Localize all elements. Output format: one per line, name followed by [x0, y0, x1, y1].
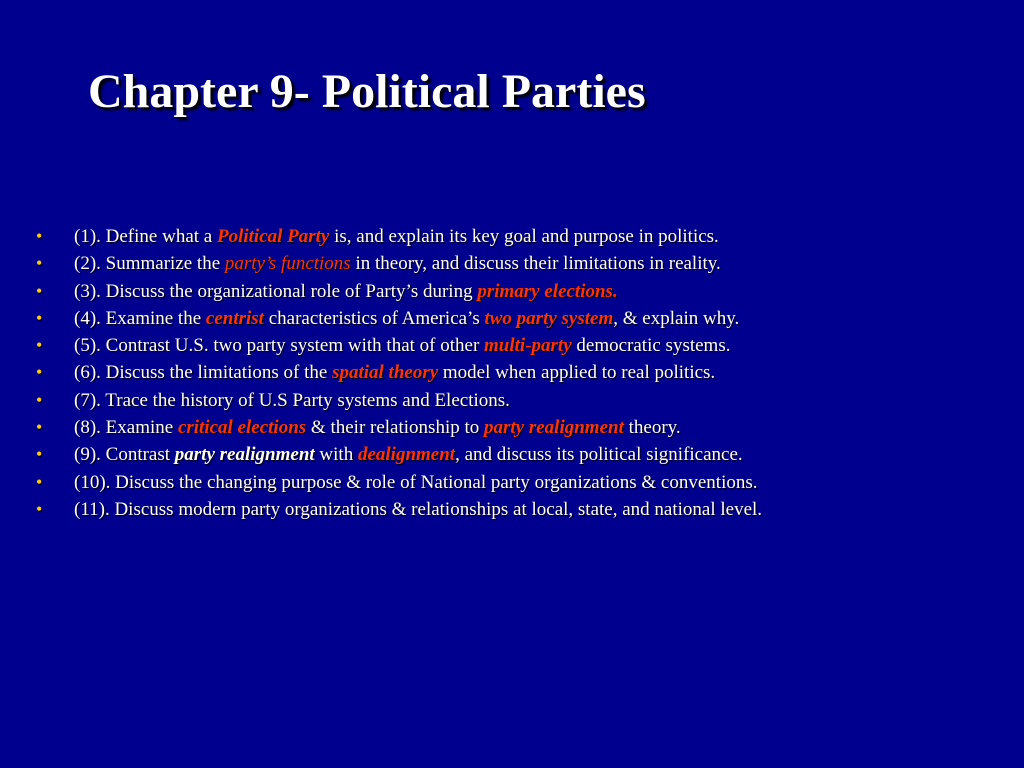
objective-text: (9). Contrast — [74, 444, 175, 466]
emphasized-term: . — [612, 280, 618, 302]
emphasized-term: party’s functions — [224, 253, 351, 275]
bullet-icon: • — [36, 471, 43, 492]
emphasized-term: centrist — [205, 307, 264, 329]
emphasized-term: dealignment — [357, 444, 456, 466]
objective-item — [36, 223, 1011, 250]
bullet-icon: • — [36, 226, 43, 246]
bullet-icon: • — [36, 335, 43, 356]
objectives-list — [36, 223, 1011, 523]
emphasized-term: party realignment — [484, 417, 624, 439]
bullet-icon: • — [36, 417, 43, 438]
objective-text: (3). Discuss the organizational role of Party’s during — [74, 280, 478, 302]
objective-item — [36, 250, 1011, 277]
objective-text: in theory, and discuss their limitations in reality. — [350, 253, 721, 275]
objective-text: (8). Examine — [74, 417, 178, 439]
emphasized-term: party realignment — [174, 444, 315, 466]
bullet-icon: • — [36, 362, 43, 383]
objective-text: (10). Discuss the changing purpose & role of National party organizations & conventions. — [74, 471, 758, 493]
objective-text: theory. — [623, 417, 681, 439]
objective-text: is, and explain its key goal and purpose in politics. — [329, 226, 719, 247]
bullet-icon: • — [36, 444, 43, 465]
emphasized-term: two party system — [484, 307, 614, 329]
objective-item — [36, 332, 1011, 359]
objective-text: , & explain why. — [613, 307, 740, 329]
bullet-icon: • — [36, 253, 43, 274]
objective-text: democratic systems. — [571, 335, 731, 357]
emphasized-term: spatial theory — [332, 362, 439, 384]
objective-item — [36, 387, 1011, 414]
objective-text: , and discuss its political significance. — [455, 444, 743, 466]
objective-text: (2). Summarize the — [74, 253, 225, 275]
bullet-icon: • — [36, 307, 43, 328]
objective-item — [36, 496, 1011, 523]
objective-item — [36, 305, 1011, 332]
objective-text: (6). Discuss the limitations of the — [74, 362, 333, 384]
objective-text: (5). Contrast U.S. two party system with that of other — [74, 335, 485, 357]
emphasized-term: primary elections — [477, 280, 613, 302]
bullet-icon: • — [36, 280, 43, 301]
emphasized-term: Political Party — [216, 226, 330, 247]
objective-text: (1). Define what a — [74, 226, 217, 247]
objective-text: model when applied to real politics. — [438, 362, 716, 384]
objective-item — [36, 414, 1011, 441]
objective-text: (7). Trace the history of U.S Party systems and Elections. — [74, 389, 510, 411]
bullet-icon: • — [36, 498, 43, 519]
emphasized-term: multi-party — [484, 335, 572, 357]
objective-text: & their relationship to — [306, 417, 484, 439]
objective-text: characteristics of America’s — [263, 307, 485, 329]
objective-text: (11). Discuss modern party organizations & relationships at local, state, and national level. — [74, 498, 763, 520]
bullet-icon: • — [36, 389, 43, 410]
emphasized-term: critical elections — [177, 417, 307, 439]
objective-item — [36, 359, 1011, 386]
slide-title: Chapter 9- Political Parties — [88, 65, 646, 118]
objective-text: with — [314, 444, 358, 466]
objective-item — [36, 469, 1011, 496]
objective-text: (4). Examine the — [74, 307, 206, 329]
objective-item — [36, 441, 1011, 468]
objective-item — [36, 278, 1011, 305]
